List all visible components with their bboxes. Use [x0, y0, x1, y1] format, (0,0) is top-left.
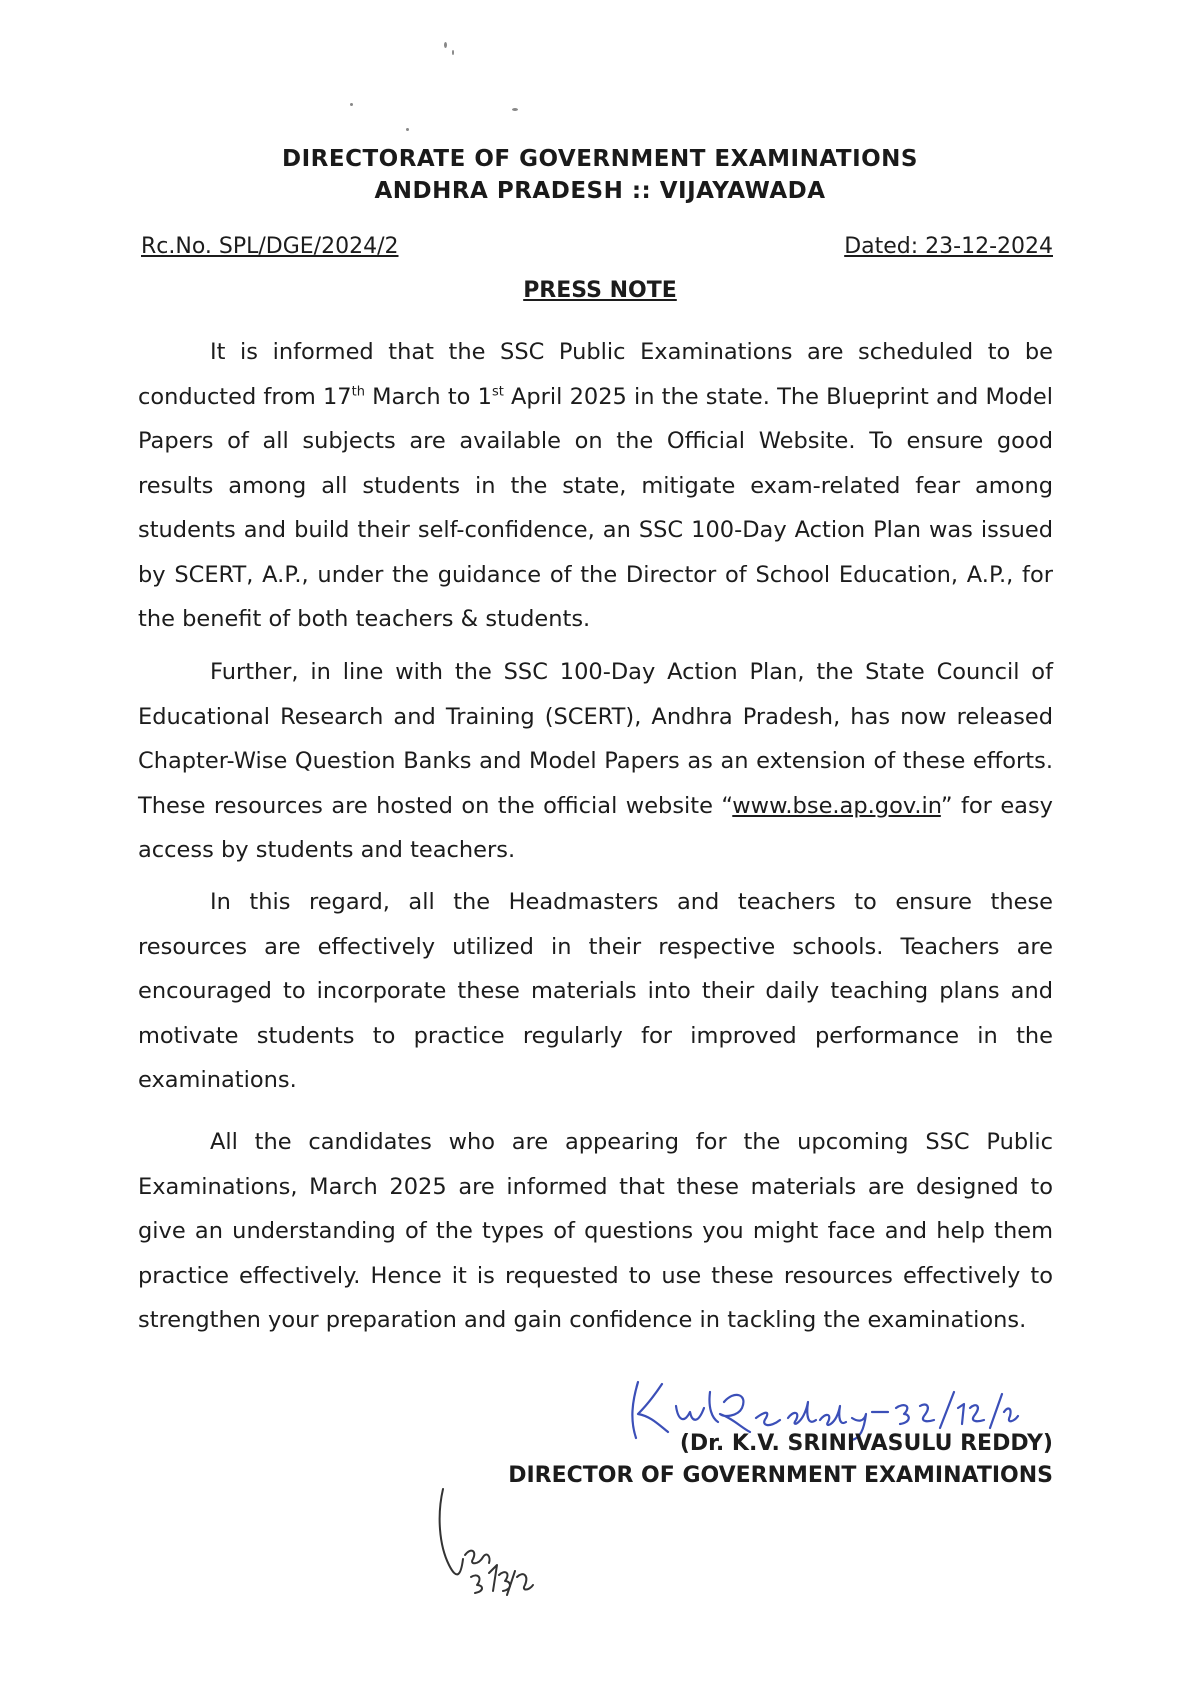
scan-speck: [512, 108, 518, 111]
paragraph-4: All the candidates who are appearing for the upcoming SSC Public Examinations, March 2025 are informed that these materials are designed to give an understanding of the types of questions you might face and help them practice effectively. Hence it is requested to use these resources effectively to strengthen your preparation and gain confidence in tackling the examinations.: [138, 1129, 1053, 1333]
website-link[interactable]: www.bse.ap.gov.in: [732, 792, 941, 819]
letterhead: [0, 143, 1200, 207]
signatory-name: (Dr. K.V. SRINIVASULU REDDY): [679, 1431, 1053, 1456]
paragraph-3: In this regard, all the Headmasters and teachers to ensure these resources are effectively utilized in their respective schools. Teachers are encouraged to incorporate these materials into their daily teaching plans and motivate students to practice regularly for improved performance in the examinations.: [138, 889, 1053, 1093]
handwritten-initials: [435, 1485, 545, 1615]
paragraph-1: [138, 330, 1053, 642]
letterhead-line-2: ANDHRA PRADESH :: VIJAYAWADA: [374, 178, 826, 204]
reference-number: Rc.No. SPL/DGE/2024/2: [141, 234, 399, 259]
paragraph-2-text-b: ” for easy access by students and teachers.: [138, 792, 1053, 863]
paragraph-1-text-b: March to 1: [364, 383, 492, 410]
scan-speck: [350, 103, 353, 106]
paragraph-2: [138, 650, 1053, 873]
scan-speck: [406, 128, 409, 131]
scan-speck: [444, 42, 447, 48]
superscript-st: st: [491, 384, 504, 399]
signatory-designation: DIRECTOR OF GOVERNMENT EXAMINATIONS: [508, 1463, 1053, 1488]
document-date: Dated: 23-12-2024: [844, 234, 1053, 259]
scan-speck: [452, 50, 454, 55]
paragraph-1-text-a: It is informed that the SSC Public Examinations are scheduled to be conducted from 17: [138, 339, 1053, 410]
paragraph-1-text-c: April 2025 in the state. The Blueprint and Model Papers of all subjects are available on the Official Website. To ensure good results among all students in the state, mitigate exam-related fear among students and build their self-confidence, an SSC 100-Day Action Plan was issued by SCERT, A.P., under the guidance of the Director of School Education, A.P., for the benefit of both teachers & students.: [138, 383, 1053, 632]
letterhead-line-1: DIRECTORATE OF GOVERNMENT EXAMINATIONS: [282, 146, 918, 172]
paragraph-2-text-a: Further, in line with the SSC 100-Day Action Plan, the State Council of Educational Research and Training (SCERT), Andhra Pradesh, has now released Chapter-Wise Question Banks and Model Papers as an extension of these efforts. These resources are hosted on the official website “: [138, 659, 1053, 819]
signatory-block: [508, 1428, 1053, 1492]
document-title: PRESS NOTE: [523, 278, 677, 303]
superscript-th: th: [351, 384, 365, 399]
